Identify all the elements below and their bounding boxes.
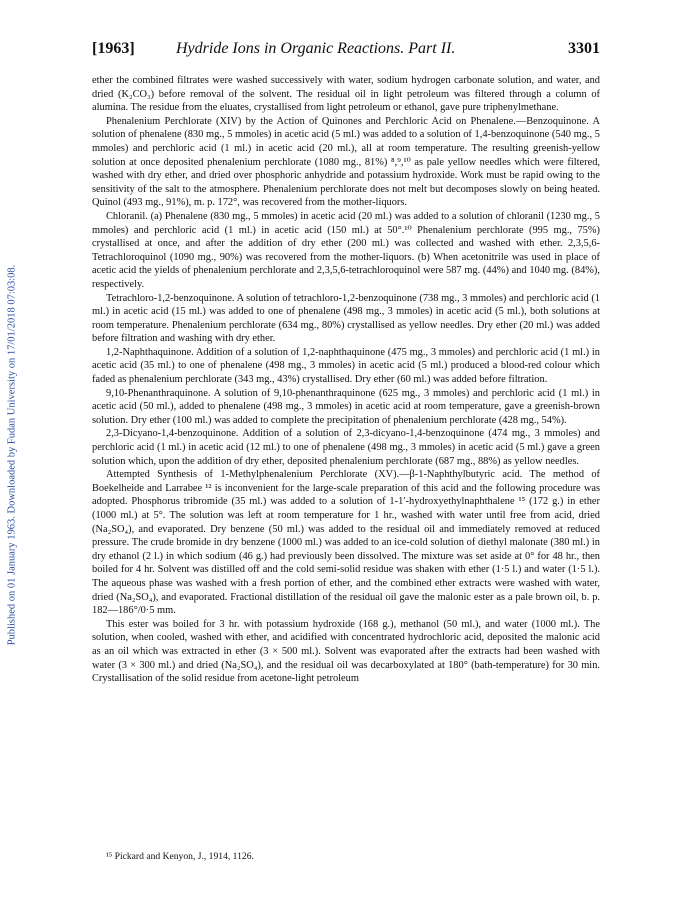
download-notice[interactable]: Published on 01 January 1963. Downloaded by Fudan University on 17/01/2018 07:03:08. [6,264,18,646]
paragraph-continuation: ether the combined filtrates were washed successively with water, sodium hydrogen carbonate solution, and water, and dried (K₂CO₃) before removal of the solvent. The residual oil in light petroleum was filtered through a column of alumina. The residue from the eluates, crystallised from light petroleum or ethanol, gave pure triphenylmethane. [92,75,600,114]
download-notice-sidebar [0,0,24,911]
paragraph-ester-hydrolysis: This ester was boiled for 3 hr. with potassium hydroxide (168 g.), methanol (50 ml.), and water (1000 ml.). The solution, when cooled, washed with ether, and acidified with concentrated hydrochloric acid, deposited the malonic acid as an oil which was extracted in ether (3 × 500 ml.). Solvent was evaporated after the extracts had been washed with water (3 × 300 ml.) and dried (Na₂SO₄), and the residual oil was decarboxylated at 180° (bath-temperature) for 30 min. Crystallisation of the solid residue from acetone-light petroleum [92,618,600,685]
page-header [92,40,600,62]
paragraph-dicyano-benzoquinone: 2,3-Dicyano-1,4-benzoquinone. Addition of a solution of 2,3-dicyano-1,4-benzoquinone (474 mg., 3 mmoles) and perchloric acid (1 ml.) in acetic acid (12 ml.) to one of phenalene (498 mg., 3 mmoles) in acetic acid (5 ml.) gave a green solution which, upon the addition of dry ether, deposited phenalenium perchlorate (687 mg., 88%) as yellow needles. [92,428,600,467]
footnote: ¹⁵ Pickard and Kenyon, J., 1914, 1126. [106,851,254,862]
running-title: Hydride Ions in Organic Reactions. Part II. [176,40,456,57]
page-number: 3301 [568,40,600,57]
paragraph-tetrachloro-benzoquinone: Tetrachloro-1,2-benzoquinone. A solution of tetrachloro-1,2-benzoquinone (738 mg., 3 mmoles) and perchloric acid (1 ml.) in acetic acid (15 ml.) was added to one of phenalene (498 mg., 3 mmoles) in acetic acid (5 ml.), both solutions at room temperature. Phenalenium perchlorate (634 mg., 80%) crystallised as yellow needles. Dry ether (20 ml.) was added before filtration and washing with dry ether. [92,292,600,345]
article-body [92,74,600,686]
paragraph-chloranil: Chloranil. (a) Phenalene (830 mg., 5 mmoles) in acetic acid (20 ml.) was added to a solution of chloranil (1230 mg., 5 mmoles) and perchloric acid (1 ml.) in acetic acid (150 ml.) at 50°.¹⁰ Phenalenium perchlorate (995 mg., 75%) crystallised at once, and after the addition of dry ether (200 ml.) was collected and washed with ether. 2,3,5,6-Tetrachloroquinol (1090 mg., 90%) was recovered from the mother-liquors. (b) When acetonitrile was used in place of acetic acid the yields of phenalenium perchlorate and 2,3,5,6-tetrachloroquinol were 587 mg. (44%) and 1040 mg. (84%), respectively. [92,210,600,290]
journal-year: [1963] [92,40,135,57]
paragraph-benzoquinone: Phenalenium Perchlorate (XIV) by the Action of Quinones and Perchloric Acid on Phenalene.—Benzoquinone. A solution of phenalene (830 mg., 5 mmoles) in acetic acid (5 ml.) was added to a solution of 1,4-benzoquinone (540 mg., 5 mmoles) and perchloric acid (1 ml.) in acetic acid (20 ml.), all at room temperature. The resulting greenish-yellow solution at once deposited phenalenium perchlorate (1080 mg., 81%) ⁸,⁹,¹⁰ as pale yellow needles which were filtered, washed with dry ether, and dried over phosphoric anhydride and potassium hydroxide. Work must be rapid owing to the sensitivity of the salt to the atmosphere. Phenalenium perchlorate does not melt but decomposes slowly on being heated. Quinol (493 mg., 91%), m. p. 172°, was recovered from the mother-liquors. [92,115,600,209]
paragraph-methylphenalenium: Attempted Synthesis of 1-Methylphenalenium Perchlorate (XV).—β-1-Naphthylbutyric acid. The method of Boekelheide and Larrabee ¹² is inconvenient for the large-scale preparation of this acid and the following procedure was adopted. Phosphorus tribromide (35 ml.) was added to a solution of 1-1′-hydroxyethylnaphthalene ¹⁵ (172 g.) in ether (1000 ml.) at 5°. The solution was left at room temperature for 1 hr., washed with water until free from acid, dried (Na₂SO₄), and evaporated. Dry benzene (50 ml.) was added to the residual oil and immediately removed at reduced pressure. The crude bromide in dry benzene (1000 ml.) was added to an ice-cold solution of diethyl malonate (380 ml.) in dry ethanol (2 l.) in which sodium (46 g.) had previously been dissolved. The mixture was set aside at 0° for 48 hr., then boiled for 4 hr. Solvent was distilled off and the cold semi-solid residue was shaken with ether (1·5 l.) and water (1·5 l.). The aqueous phase was washed with a fresh portion of ether, and the combined ether extracts were washed with water, dried (Na₂SO₄), and evaporated. Fractional distillation of the residual oil gave the malonic ester as a pale brown oil, b. p. 182—186°/0·5 mm. [92,469,600,617]
paragraph-naphthaquinone: 1,2-Naphthaquinone. Addition of a solution of 1,2-naphthaquinone (475 mg., 3 mmoles) and perchloric acid (1 ml.) in acetic acid (35 ml.) to one of phenalene (498 mg., 3 mmoles) in acetic acid (5 ml.) produced a blood-red colour which faded as phenalenium perchlorate (343 mg., 43%) crystallised. Dry ether (60 ml.) was added before filtration. [92,346,600,386]
paragraph-phenanthraquinone: 9,10-Phenanthraquinone. A solution of 9,10-phenanthraquinone (625 mg., 3 mmoles) and perchloric acid (1 ml.) in acetic acid (50 ml.), added to phenalene (498 mg., 3 mmoles) in acetic acid at room temperature, gave a greenish-brown solution. Dry ether (100 ml.) was added to complete the precipitation of phenalenium perchlorate (428 mg., 54%). [92,387,600,426]
